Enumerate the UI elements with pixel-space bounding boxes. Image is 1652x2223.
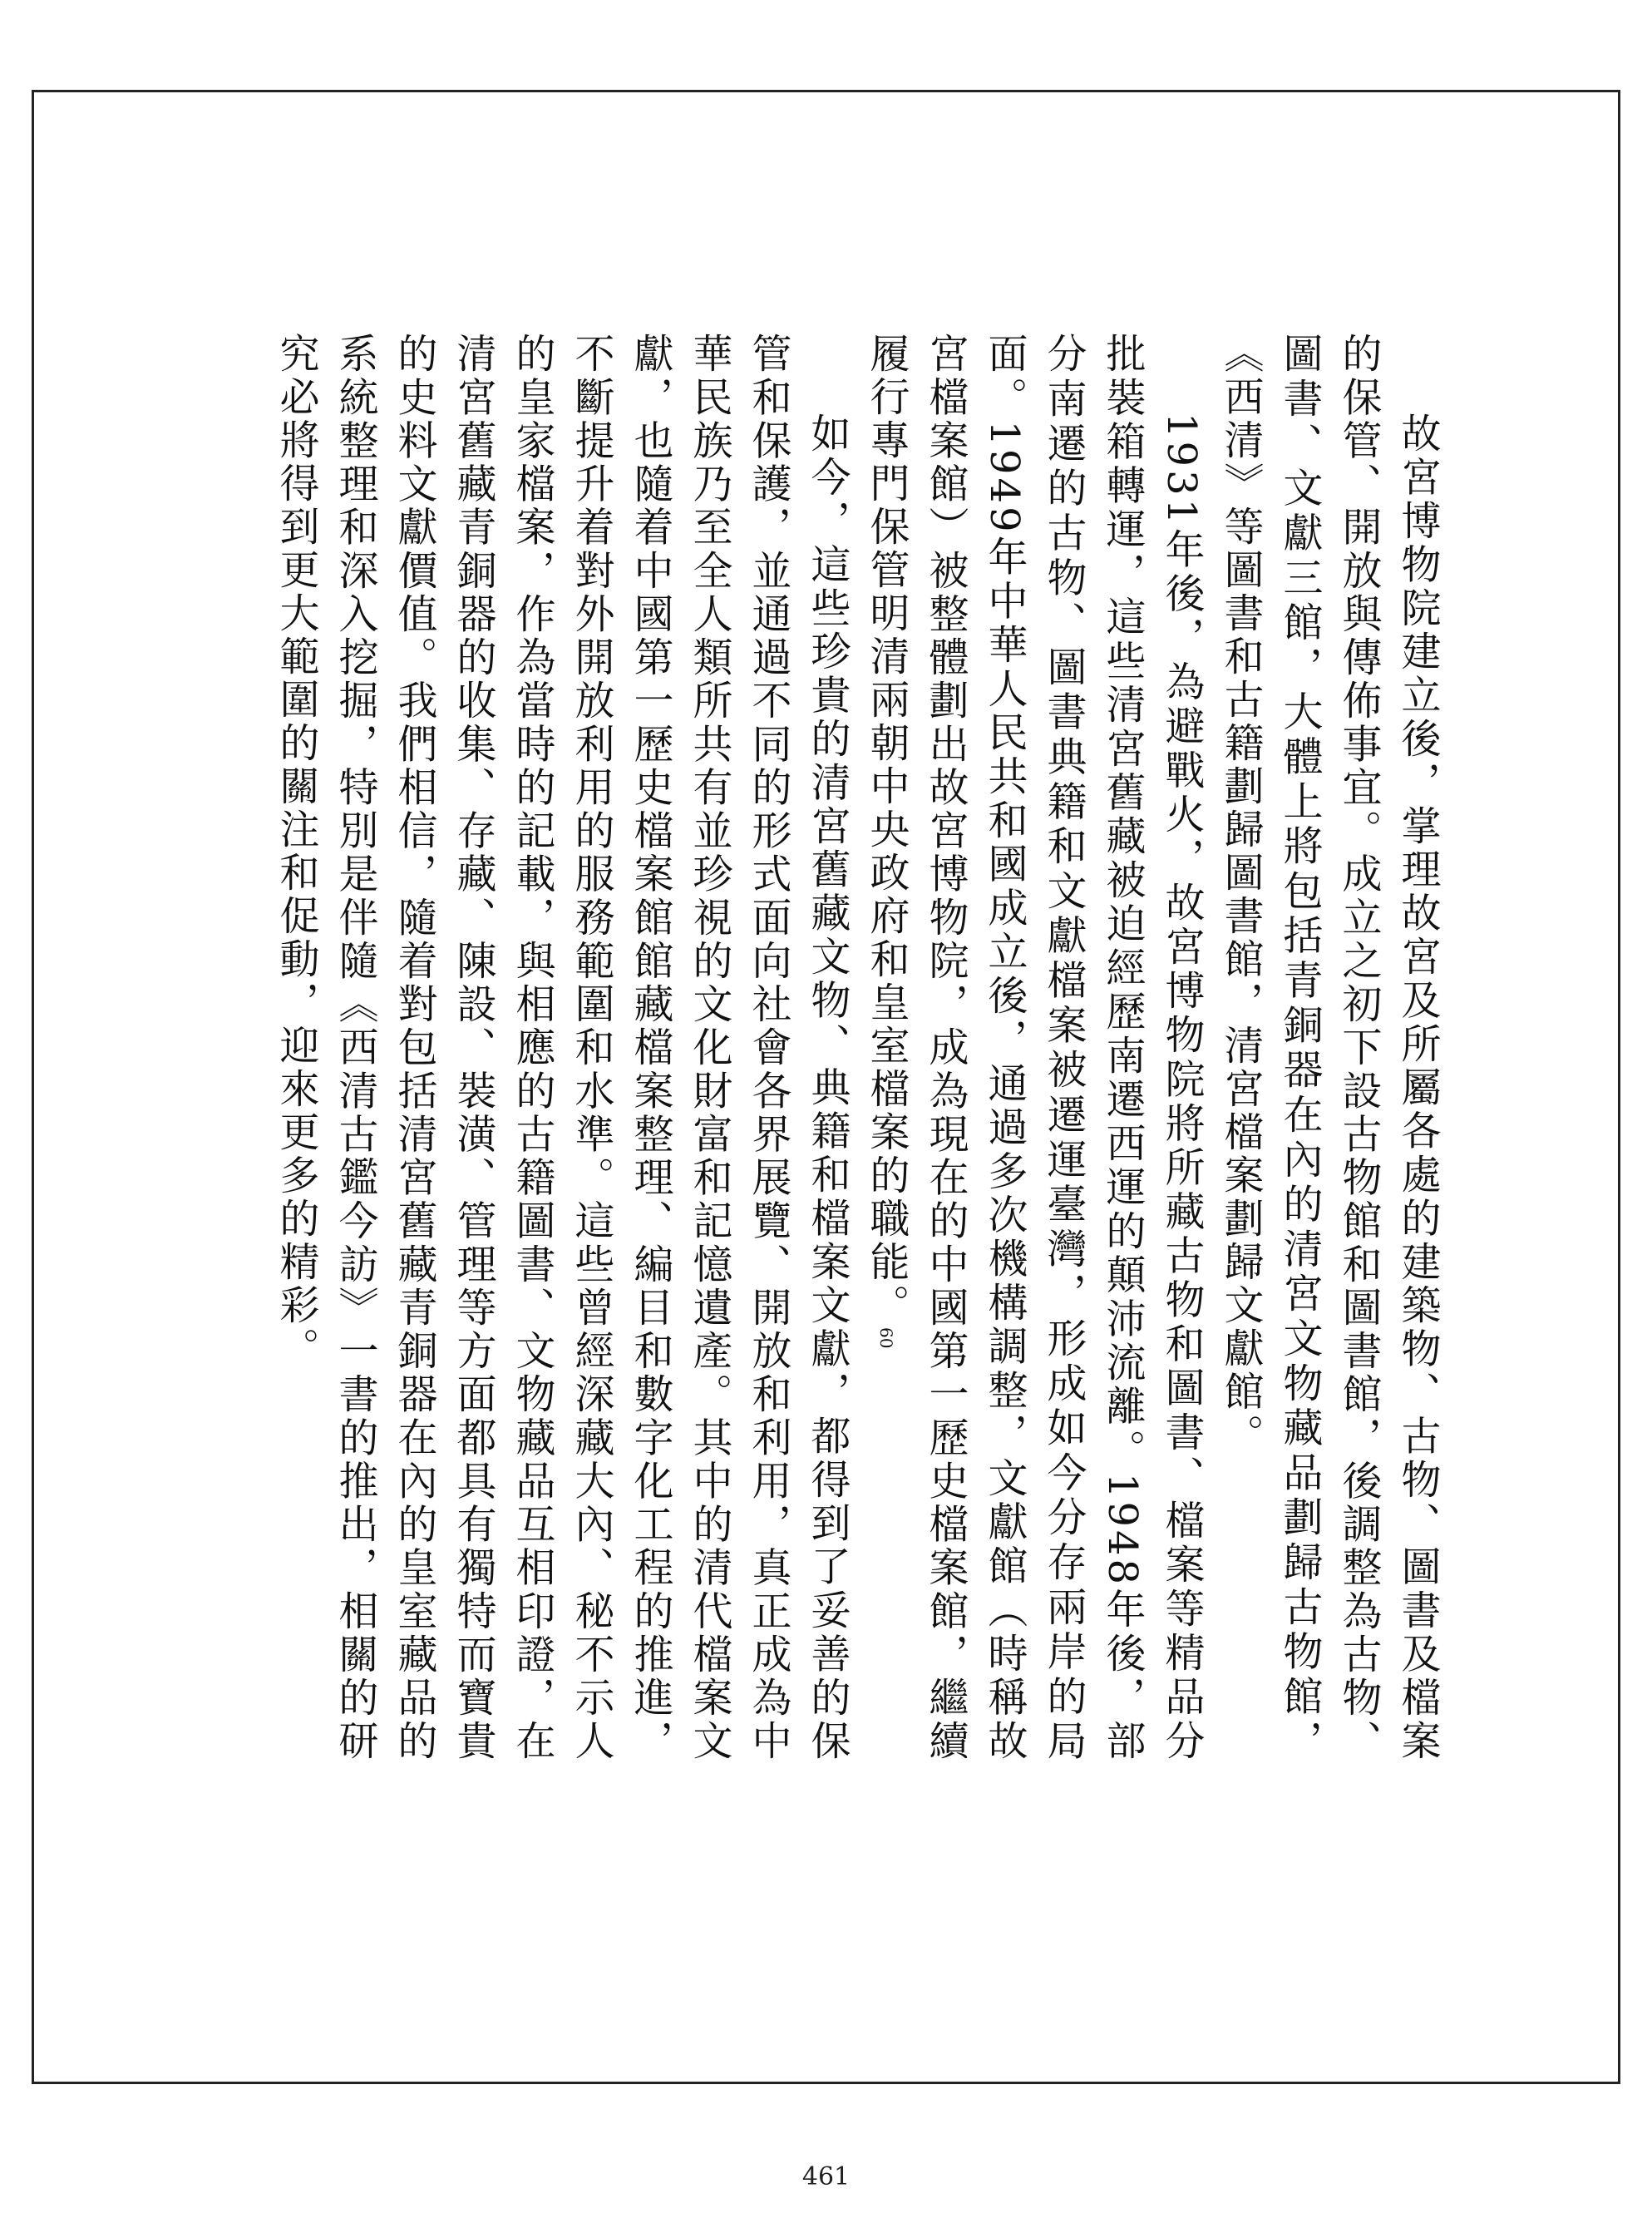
paragraph-2-text: 1931年後，為避戰火，故宮博物院將所藏古物和圖書、檔案等精品分批裝箱轉運，這些清宮舊藏被迫經歷南遷西運的顛沛流離。1948年後，部分南遷的古物、圖書典籍和文獻檔案被遷運臺灣，形成如今分存兩岸的局面。1949年中華人民共和國成立後，通過多次機構調整，文獻館（時稱故宮檔案館）被整體劃出故宮博物院，成為現在的中國第一歷史檔案館，繼續履行專門保管明清兩朝中央政府和皇室檔案的職能。: [863, 333, 1205, 1763]
paragraph-1-text: 故宮博物院建立後，掌理故宮及所屬各處的建築物、古物、圖書及檔案的保管、開放與傳佈事宜。成立之初下設古物館和圖書館，後調整為古物、圖書、文獻三館，大體上將包括青銅器在內的清宮文物藏品劃歸古物館，《西清》等圖書和古籍劃歸圖書館，清宮檔案劃歸文獻館。: [1217, 333, 1441, 1763]
vertical-text-body: [273, 333, 1447, 1763]
footnote-marker: 60: [876, 1327, 896, 1349]
paragraph-1: [1211, 333, 1447, 1763]
page-number: 461: [801, 2162, 851, 2191]
paragraph-3: [266, 333, 856, 1763]
paragraph-2: [856, 333, 1211, 1763]
paragraph-3-text: 如今，這些珍貴的清宮舊藏文物、典籍和檔案文獻，都得到了妥善的保管和保護，並通過不同的形式面向社會各界展覽、開放和利用，真正成為中華民族乃至全人類所共有並珍視的文化財富和記憶遺產。其中的清代檔案文獻，也隨着中國第一歷史檔案館館藏檔案整理、編目和數字化工程的推進，不斷提升着對外開放利用的服務範圍和水準。這些曾經深藏大內、秘不示人的皇家檔案，作為當時的記載，與相應的古籍圖書、文物藏品互相印證，在清宮舊藏青銅器的收集、存藏、陳設、裝潢、管理等方面都具有獨特而寶貴的史料文獻價值。我們相信，隨着對包括清宮舊藏青銅器在內的皇室藏品的系統整理和深入挖掘，特別是伴隨《西清古鑑今訪》一書的推出，相關的研究必將得到更大範圍的關注和促動，迎來更多的精彩。: [273, 333, 851, 1763]
